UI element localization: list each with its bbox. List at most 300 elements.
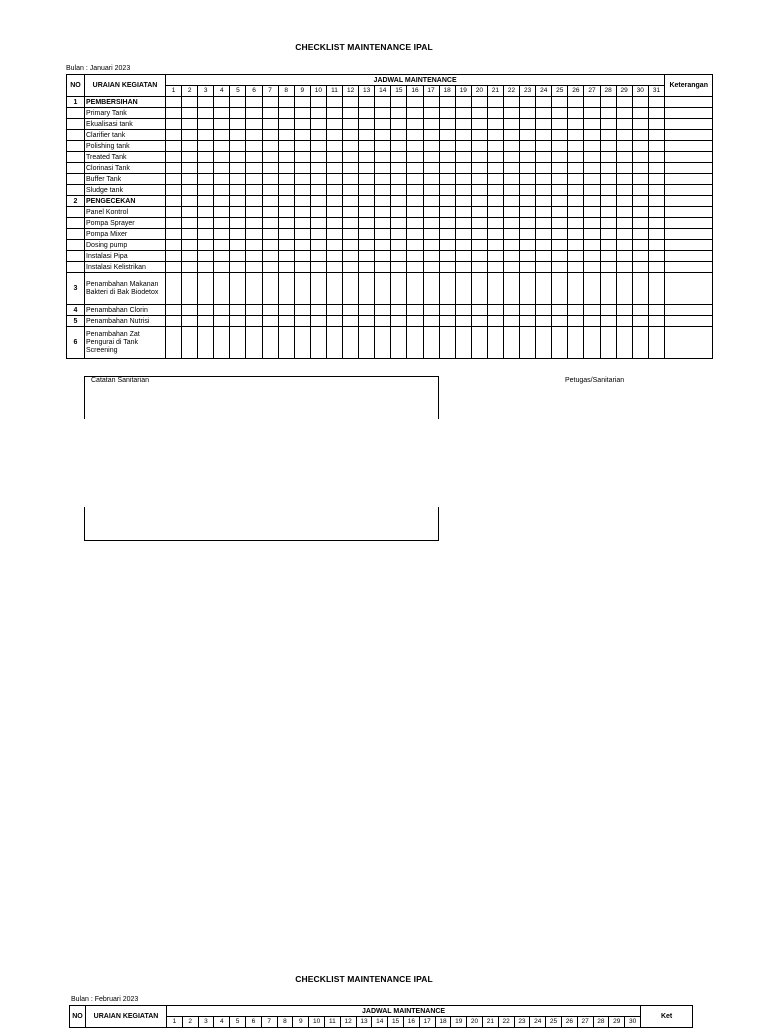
check-cell[interactable] bbox=[246, 196, 262, 207]
check-cell[interactable] bbox=[584, 141, 600, 152]
check-cell[interactable] bbox=[616, 152, 632, 163]
check-cell[interactable] bbox=[359, 251, 375, 262]
check-cell[interactable] bbox=[214, 305, 230, 316]
check-cell[interactable] bbox=[503, 97, 519, 108]
check-cell[interactable] bbox=[487, 97, 503, 108]
check-cell[interactable] bbox=[600, 141, 616, 152]
check-cell[interactable] bbox=[230, 273, 246, 305]
check-cell[interactable] bbox=[584, 240, 600, 251]
check-cell[interactable] bbox=[487, 119, 503, 130]
check-cell[interactable] bbox=[632, 119, 648, 130]
check-cell[interactable] bbox=[503, 305, 519, 316]
check-cell[interactable] bbox=[182, 97, 198, 108]
check-cell[interactable] bbox=[278, 305, 294, 316]
check-cell[interactable] bbox=[407, 273, 423, 305]
check-cell[interactable] bbox=[166, 163, 182, 174]
check-cell[interactable] bbox=[423, 262, 439, 273]
check-cell[interactable] bbox=[600, 218, 616, 229]
check-cell[interactable] bbox=[439, 152, 455, 163]
check-cell[interactable] bbox=[503, 229, 519, 240]
check-cell[interactable] bbox=[520, 218, 536, 229]
check-cell[interactable] bbox=[455, 163, 471, 174]
check-cell[interactable] bbox=[568, 163, 584, 174]
check-cell[interactable] bbox=[471, 218, 487, 229]
check-cell[interactable] bbox=[552, 218, 568, 229]
check-cell[interactable] bbox=[552, 207, 568, 218]
check-cell[interactable] bbox=[182, 229, 198, 240]
check-cell[interactable] bbox=[230, 305, 246, 316]
check-cell[interactable] bbox=[230, 196, 246, 207]
check-cell[interactable] bbox=[182, 119, 198, 130]
check-cell[interactable] bbox=[294, 97, 310, 108]
check-cell[interactable] bbox=[632, 327, 648, 359]
check-cell[interactable] bbox=[230, 152, 246, 163]
check-cell[interactable] bbox=[198, 163, 214, 174]
check-cell[interactable] bbox=[584, 251, 600, 262]
check-cell[interactable] bbox=[407, 174, 423, 185]
check-cell[interactable] bbox=[648, 196, 664, 207]
check-cell[interactable] bbox=[343, 218, 359, 229]
check-cell[interactable] bbox=[648, 97, 664, 108]
check-cell[interactable] bbox=[391, 141, 407, 152]
check-cell[interactable] bbox=[246, 273, 262, 305]
check-cell[interactable] bbox=[214, 207, 230, 218]
check-cell[interactable] bbox=[487, 327, 503, 359]
check-cell[interactable] bbox=[166, 174, 182, 185]
check-cell[interactable] bbox=[278, 108, 294, 119]
keterangan-cell[interactable] bbox=[665, 327, 713, 359]
check-cell[interactable] bbox=[246, 327, 262, 359]
check-cell[interactable] bbox=[343, 316, 359, 327]
check-cell[interactable] bbox=[359, 316, 375, 327]
check-cell[interactable] bbox=[214, 108, 230, 119]
check-cell[interactable] bbox=[214, 97, 230, 108]
check-cell[interactable] bbox=[246, 207, 262, 218]
check-cell[interactable] bbox=[552, 174, 568, 185]
check-cell[interactable] bbox=[278, 327, 294, 359]
check-cell[interactable] bbox=[423, 163, 439, 174]
check-cell[interactable] bbox=[246, 316, 262, 327]
check-cell[interactable] bbox=[503, 240, 519, 251]
check-cell[interactable] bbox=[375, 229, 391, 240]
check-cell[interactable] bbox=[230, 163, 246, 174]
check-cell[interactable] bbox=[552, 240, 568, 251]
check-cell[interactable] bbox=[487, 240, 503, 251]
check-cell[interactable] bbox=[471, 108, 487, 119]
check-cell[interactable] bbox=[520, 119, 536, 130]
check-cell[interactable] bbox=[359, 218, 375, 229]
check-cell[interactable] bbox=[182, 251, 198, 262]
keterangan-cell[interactable] bbox=[665, 229, 713, 240]
check-cell[interactable] bbox=[648, 218, 664, 229]
check-cell[interactable] bbox=[310, 163, 326, 174]
check-cell[interactable] bbox=[294, 218, 310, 229]
check-cell[interactable] bbox=[439, 141, 455, 152]
check-cell[interactable] bbox=[568, 240, 584, 251]
check-cell[interactable] bbox=[632, 251, 648, 262]
check-cell[interactable] bbox=[423, 229, 439, 240]
check-cell[interactable] bbox=[343, 273, 359, 305]
check-cell[interactable] bbox=[520, 174, 536, 185]
check-cell[interactable] bbox=[262, 229, 278, 240]
check-cell[interactable] bbox=[632, 141, 648, 152]
check-cell[interactable] bbox=[632, 196, 648, 207]
check-cell[interactable] bbox=[648, 305, 664, 316]
check-cell[interactable] bbox=[552, 273, 568, 305]
check-cell[interactable] bbox=[375, 196, 391, 207]
check-cell[interactable] bbox=[198, 229, 214, 240]
check-cell[interactable] bbox=[262, 207, 278, 218]
check-cell[interactable] bbox=[198, 152, 214, 163]
check-cell[interactable] bbox=[326, 262, 342, 273]
check-cell[interactable] bbox=[439, 229, 455, 240]
check-cell[interactable] bbox=[423, 196, 439, 207]
keterangan-cell[interactable] bbox=[665, 218, 713, 229]
check-cell[interactable] bbox=[471, 196, 487, 207]
check-cell[interactable] bbox=[198, 207, 214, 218]
check-cell[interactable] bbox=[359, 163, 375, 174]
check-cell[interactable] bbox=[278, 163, 294, 174]
keterangan-cell[interactable] bbox=[665, 305, 713, 316]
keterangan-cell[interactable] bbox=[665, 119, 713, 130]
check-cell[interactable] bbox=[407, 316, 423, 327]
check-cell[interactable] bbox=[407, 130, 423, 141]
check-cell[interactable] bbox=[552, 130, 568, 141]
check-cell[interactable] bbox=[359, 97, 375, 108]
check-cell[interactable] bbox=[471, 305, 487, 316]
check-cell[interactable] bbox=[600, 327, 616, 359]
check-cell[interactable] bbox=[423, 207, 439, 218]
check-cell[interactable] bbox=[262, 251, 278, 262]
check-cell[interactable] bbox=[310, 262, 326, 273]
check-cell[interactable] bbox=[343, 163, 359, 174]
check-cell[interactable] bbox=[310, 327, 326, 359]
check-cell[interactable] bbox=[520, 207, 536, 218]
check-cell[interactable] bbox=[584, 119, 600, 130]
check-cell[interactable] bbox=[310, 207, 326, 218]
check-cell[interactable] bbox=[536, 251, 552, 262]
check-cell[interactable] bbox=[503, 152, 519, 163]
check-cell[interactable] bbox=[310, 185, 326, 196]
check-cell[interactable] bbox=[632, 229, 648, 240]
check-cell[interactable] bbox=[632, 273, 648, 305]
check-cell[interactable] bbox=[648, 141, 664, 152]
keterangan-cell[interactable] bbox=[665, 196, 713, 207]
check-cell[interactable] bbox=[552, 229, 568, 240]
check-cell[interactable] bbox=[198, 218, 214, 229]
keterangan-cell[interactable] bbox=[665, 141, 713, 152]
check-cell[interactable] bbox=[584, 196, 600, 207]
check-cell[interactable] bbox=[584, 316, 600, 327]
check-cell[interactable] bbox=[310, 119, 326, 130]
check-cell[interactable] bbox=[343, 108, 359, 119]
check-cell[interactable] bbox=[391, 240, 407, 251]
check-cell[interactable] bbox=[407, 218, 423, 229]
check-cell[interactable] bbox=[326, 108, 342, 119]
check-cell[interactable] bbox=[471, 229, 487, 240]
check-cell[interactable] bbox=[278, 262, 294, 273]
check-cell[interactable] bbox=[503, 108, 519, 119]
check-cell[interactable] bbox=[439, 196, 455, 207]
check-cell[interactable] bbox=[326, 327, 342, 359]
check-cell[interactable] bbox=[423, 327, 439, 359]
check-cell[interactable] bbox=[310, 97, 326, 108]
check-cell[interactable] bbox=[568, 218, 584, 229]
check-cell[interactable] bbox=[310, 174, 326, 185]
check-cell[interactable] bbox=[198, 273, 214, 305]
check-cell[interactable] bbox=[214, 141, 230, 152]
check-cell[interactable] bbox=[246, 152, 262, 163]
check-cell[interactable] bbox=[503, 327, 519, 359]
check-cell[interactable] bbox=[455, 119, 471, 130]
check-cell[interactable] bbox=[294, 240, 310, 251]
check-cell[interactable] bbox=[198, 262, 214, 273]
check-cell[interactable] bbox=[391, 327, 407, 359]
check-cell[interactable] bbox=[343, 119, 359, 130]
check-cell[interactable] bbox=[536, 240, 552, 251]
check-cell[interactable] bbox=[471, 273, 487, 305]
check-cell[interactable] bbox=[359, 152, 375, 163]
check-cell[interactable] bbox=[166, 229, 182, 240]
check-cell[interactable] bbox=[423, 316, 439, 327]
check-cell[interactable] bbox=[294, 152, 310, 163]
check-cell[interactable] bbox=[262, 316, 278, 327]
check-cell[interactable] bbox=[310, 273, 326, 305]
check-cell[interactable] bbox=[359, 108, 375, 119]
check-cell[interactable] bbox=[536, 218, 552, 229]
check-cell[interactable] bbox=[520, 327, 536, 359]
check-cell[interactable] bbox=[246, 130, 262, 141]
check-cell[interactable] bbox=[278, 152, 294, 163]
check-cell[interactable] bbox=[230, 108, 246, 119]
check-cell[interactable] bbox=[648, 185, 664, 196]
check-cell[interactable] bbox=[439, 251, 455, 262]
check-cell[interactable] bbox=[584, 163, 600, 174]
check-cell[interactable] bbox=[648, 327, 664, 359]
check-cell[interactable] bbox=[423, 240, 439, 251]
check-cell[interactable] bbox=[584, 262, 600, 273]
check-cell[interactable] bbox=[294, 262, 310, 273]
check-cell[interactable] bbox=[198, 305, 214, 316]
check-cell[interactable] bbox=[616, 305, 632, 316]
check-cell[interactable] bbox=[182, 163, 198, 174]
check-cell[interactable] bbox=[455, 130, 471, 141]
check-cell[interactable] bbox=[536, 327, 552, 359]
check-cell[interactable] bbox=[326, 218, 342, 229]
check-cell[interactable] bbox=[455, 152, 471, 163]
check-cell[interactable] bbox=[326, 185, 342, 196]
check-cell[interactable] bbox=[262, 196, 278, 207]
check-cell[interactable] bbox=[616, 130, 632, 141]
check-cell[interactable] bbox=[487, 273, 503, 305]
check-cell[interactable] bbox=[600, 240, 616, 251]
check-cell[interactable] bbox=[343, 185, 359, 196]
check-cell[interactable] bbox=[375, 218, 391, 229]
check-cell[interactable] bbox=[520, 196, 536, 207]
check-cell[interactable] bbox=[246, 119, 262, 130]
check-cell[interactable] bbox=[230, 174, 246, 185]
check-cell[interactable] bbox=[520, 152, 536, 163]
check-cell[interactable] bbox=[166, 130, 182, 141]
check-cell[interactable] bbox=[166, 262, 182, 273]
check-cell[interactable] bbox=[503, 185, 519, 196]
check-cell[interactable] bbox=[568, 119, 584, 130]
check-cell[interactable] bbox=[310, 251, 326, 262]
check-cell[interactable] bbox=[310, 130, 326, 141]
check-cell[interactable] bbox=[391, 262, 407, 273]
check-cell[interactable] bbox=[616, 141, 632, 152]
check-cell[interactable] bbox=[616, 229, 632, 240]
check-cell[interactable] bbox=[568, 229, 584, 240]
check-cell[interactable] bbox=[568, 108, 584, 119]
check-cell[interactable] bbox=[455, 108, 471, 119]
check-cell[interactable] bbox=[520, 97, 536, 108]
check-cell[interactable] bbox=[568, 251, 584, 262]
check-cell[interactable] bbox=[391, 152, 407, 163]
check-cell[interactable] bbox=[214, 262, 230, 273]
check-cell[interactable] bbox=[359, 240, 375, 251]
check-cell[interactable] bbox=[568, 196, 584, 207]
check-cell[interactable] bbox=[375, 185, 391, 196]
check-cell[interactable] bbox=[391, 305, 407, 316]
check-cell[interactable] bbox=[230, 327, 246, 359]
check-cell[interactable] bbox=[616, 163, 632, 174]
check-cell[interactable] bbox=[375, 119, 391, 130]
check-cell[interactable] bbox=[407, 185, 423, 196]
check-cell[interactable] bbox=[310, 240, 326, 251]
keterangan-cell[interactable] bbox=[665, 97, 713, 108]
check-cell[interactable] bbox=[536, 316, 552, 327]
check-cell[interactable] bbox=[471, 207, 487, 218]
check-cell[interactable] bbox=[616, 185, 632, 196]
check-cell[interactable] bbox=[520, 185, 536, 196]
check-cell[interactable] bbox=[487, 305, 503, 316]
check-cell[interactable] bbox=[487, 130, 503, 141]
check-cell[interactable] bbox=[326, 207, 342, 218]
check-cell[interactable] bbox=[439, 163, 455, 174]
check-cell[interactable] bbox=[294, 185, 310, 196]
check-cell[interactable] bbox=[326, 163, 342, 174]
check-cell[interactable] bbox=[439, 305, 455, 316]
check-cell[interactable] bbox=[391, 108, 407, 119]
check-cell[interactable] bbox=[487, 218, 503, 229]
check-cell[interactable] bbox=[391, 251, 407, 262]
check-cell[interactable] bbox=[294, 251, 310, 262]
check-cell[interactable] bbox=[648, 207, 664, 218]
check-cell[interactable] bbox=[230, 229, 246, 240]
check-cell[interactable] bbox=[310, 229, 326, 240]
check-cell[interactable] bbox=[503, 262, 519, 273]
check-cell[interactable] bbox=[455, 240, 471, 251]
check-cell[interactable] bbox=[278, 218, 294, 229]
keterangan-cell[interactable] bbox=[665, 185, 713, 196]
check-cell[interactable] bbox=[471, 130, 487, 141]
check-cell[interactable] bbox=[568, 305, 584, 316]
check-cell[interactable] bbox=[343, 196, 359, 207]
check-cell[interactable] bbox=[648, 262, 664, 273]
check-cell[interactable] bbox=[182, 108, 198, 119]
check-cell[interactable] bbox=[198, 174, 214, 185]
check-cell[interactable] bbox=[246, 108, 262, 119]
check-cell[interactable] bbox=[600, 251, 616, 262]
keterangan-cell[interactable] bbox=[665, 316, 713, 327]
check-cell[interactable] bbox=[294, 119, 310, 130]
check-cell[interactable] bbox=[503, 273, 519, 305]
check-cell[interactable] bbox=[246, 141, 262, 152]
check-cell[interactable] bbox=[246, 185, 262, 196]
check-cell[interactable] bbox=[536, 141, 552, 152]
check-cell[interactable] bbox=[487, 196, 503, 207]
check-cell[interactable] bbox=[520, 262, 536, 273]
check-cell[interactable] bbox=[294, 163, 310, 174]
check-cell[interactable] bbox=[230, 130, 246, 141]
check-cell[interactable] bbox=[246, 240, 262, 251]
check-cell[interactable] bbox=[439, 185, 455, 196]
check-cell[interactable] bbox=[471, 97, 487, 108]
check-cell[interactable] bbox=[262, 240, 278, 251]
check-cell[interactable] bbox=[536, 163, 552, 174]
check-cell[interactable] bbox=[166, 185, 182, 196]
check-cell[interactable] bbox=[632, 185, 648, 196]
check-cell[interactable] bbox=[520, 163, 536, 174]
check-cell[interactable] bbox=[262, 163, 278, 174]
check-cell[interactable] bbox=[343, 130, 359, 141]
check-cell[interactable] bbox=[568, 174, 584, 185]
check-cell[interactable] bbox=[278, 185, 294, 196]
check-cell[interactable] bbox=[198, 97, 214, 108]
check-cell[interactable] bbox=[214, 174, 230, 185]
check-cell[interactable] bbox=[616, 240, 632, 251]
check-cell[interactable] bbox=[455, 305, 471, 316]
check-cell[interactable] bbox=[471, 316, 487, 327]
check-cell[interactable] bbox=[600, 185, 616, 196]
check-cell[interactable] bbox=[278, 240, 294, 251]
check-cell[interactable] bbox=[423, 119, 439, 130]
check-cell[interactable] bbox=[423, 251, 439, 262]
check-cell[interactable] bbox=[182, 327, 198, 359]
check-cell[interactable] bbox=[584, 185, 600, 196]
check-cell[interactable] bbox=[568, 141, 584, 152]
check-cell[interactable] bbox=[198, 240, 214, 251]
check-cell[interactable] bbox=[166, 240, 182, 251]
check-cell[interactable] bbox=[310, 218, 326, 229]
check-cell[interactable] bbox=[648, 174, 664, 185]
check-cell[interactable] bbox=[166, 196, 182, 207]
check-cell[interactable] bbox=[632, 262, 648, 273]
check-cell[interactable] bbox=[487, 251, 503, 262]
check-cell[interactable] bbox=[455, 251, 471, 262]
check-cell[interactable] bbox=[343, 229, 359, 240]
check-cell[interactable] bbox=[230, 141, 246, 152]
check-cell[interactable] bbox=[182, 185, 198, 196]
check-cell[interactable] bbox=[616, 262, 632, 273]
check-cell[interactable] bbox=[294, 229, 310, 240]
check-cell[interactable] bbox=[278, 316, 294, 327]
check-cell[interactable] bbox=[568, 207, 584, 218]
keterangan-cell[interactable] bbox=[665, 251, 713, 262]
check-cell[interactable] bbox=[230, 119, 246, 130]
check-cell[interactable] bbox=[214, 185, 230, 196]
check-cell[interactable] bbox=[439, 97, 455, 108]
check-cell[interactable] bbox=[262, 185, 278, 196]
keterangan-cell[interactable] bbox=[665, 207, 713, 218]
check-cell[interactable] bbox=[310, 152, 326, 163]
check-cell[interactable] bbox=[552, 305, 568, 316]
check-cell[interactable] bbox=[423, 273, 439, 305]
check-cell[interactable] bbox=[632, 316, 648, 327]
check-cell[interactable] bbox=[343, 305, 359, 316]
check-cell[interactable] bbox=[584, 108, 600, 119]
